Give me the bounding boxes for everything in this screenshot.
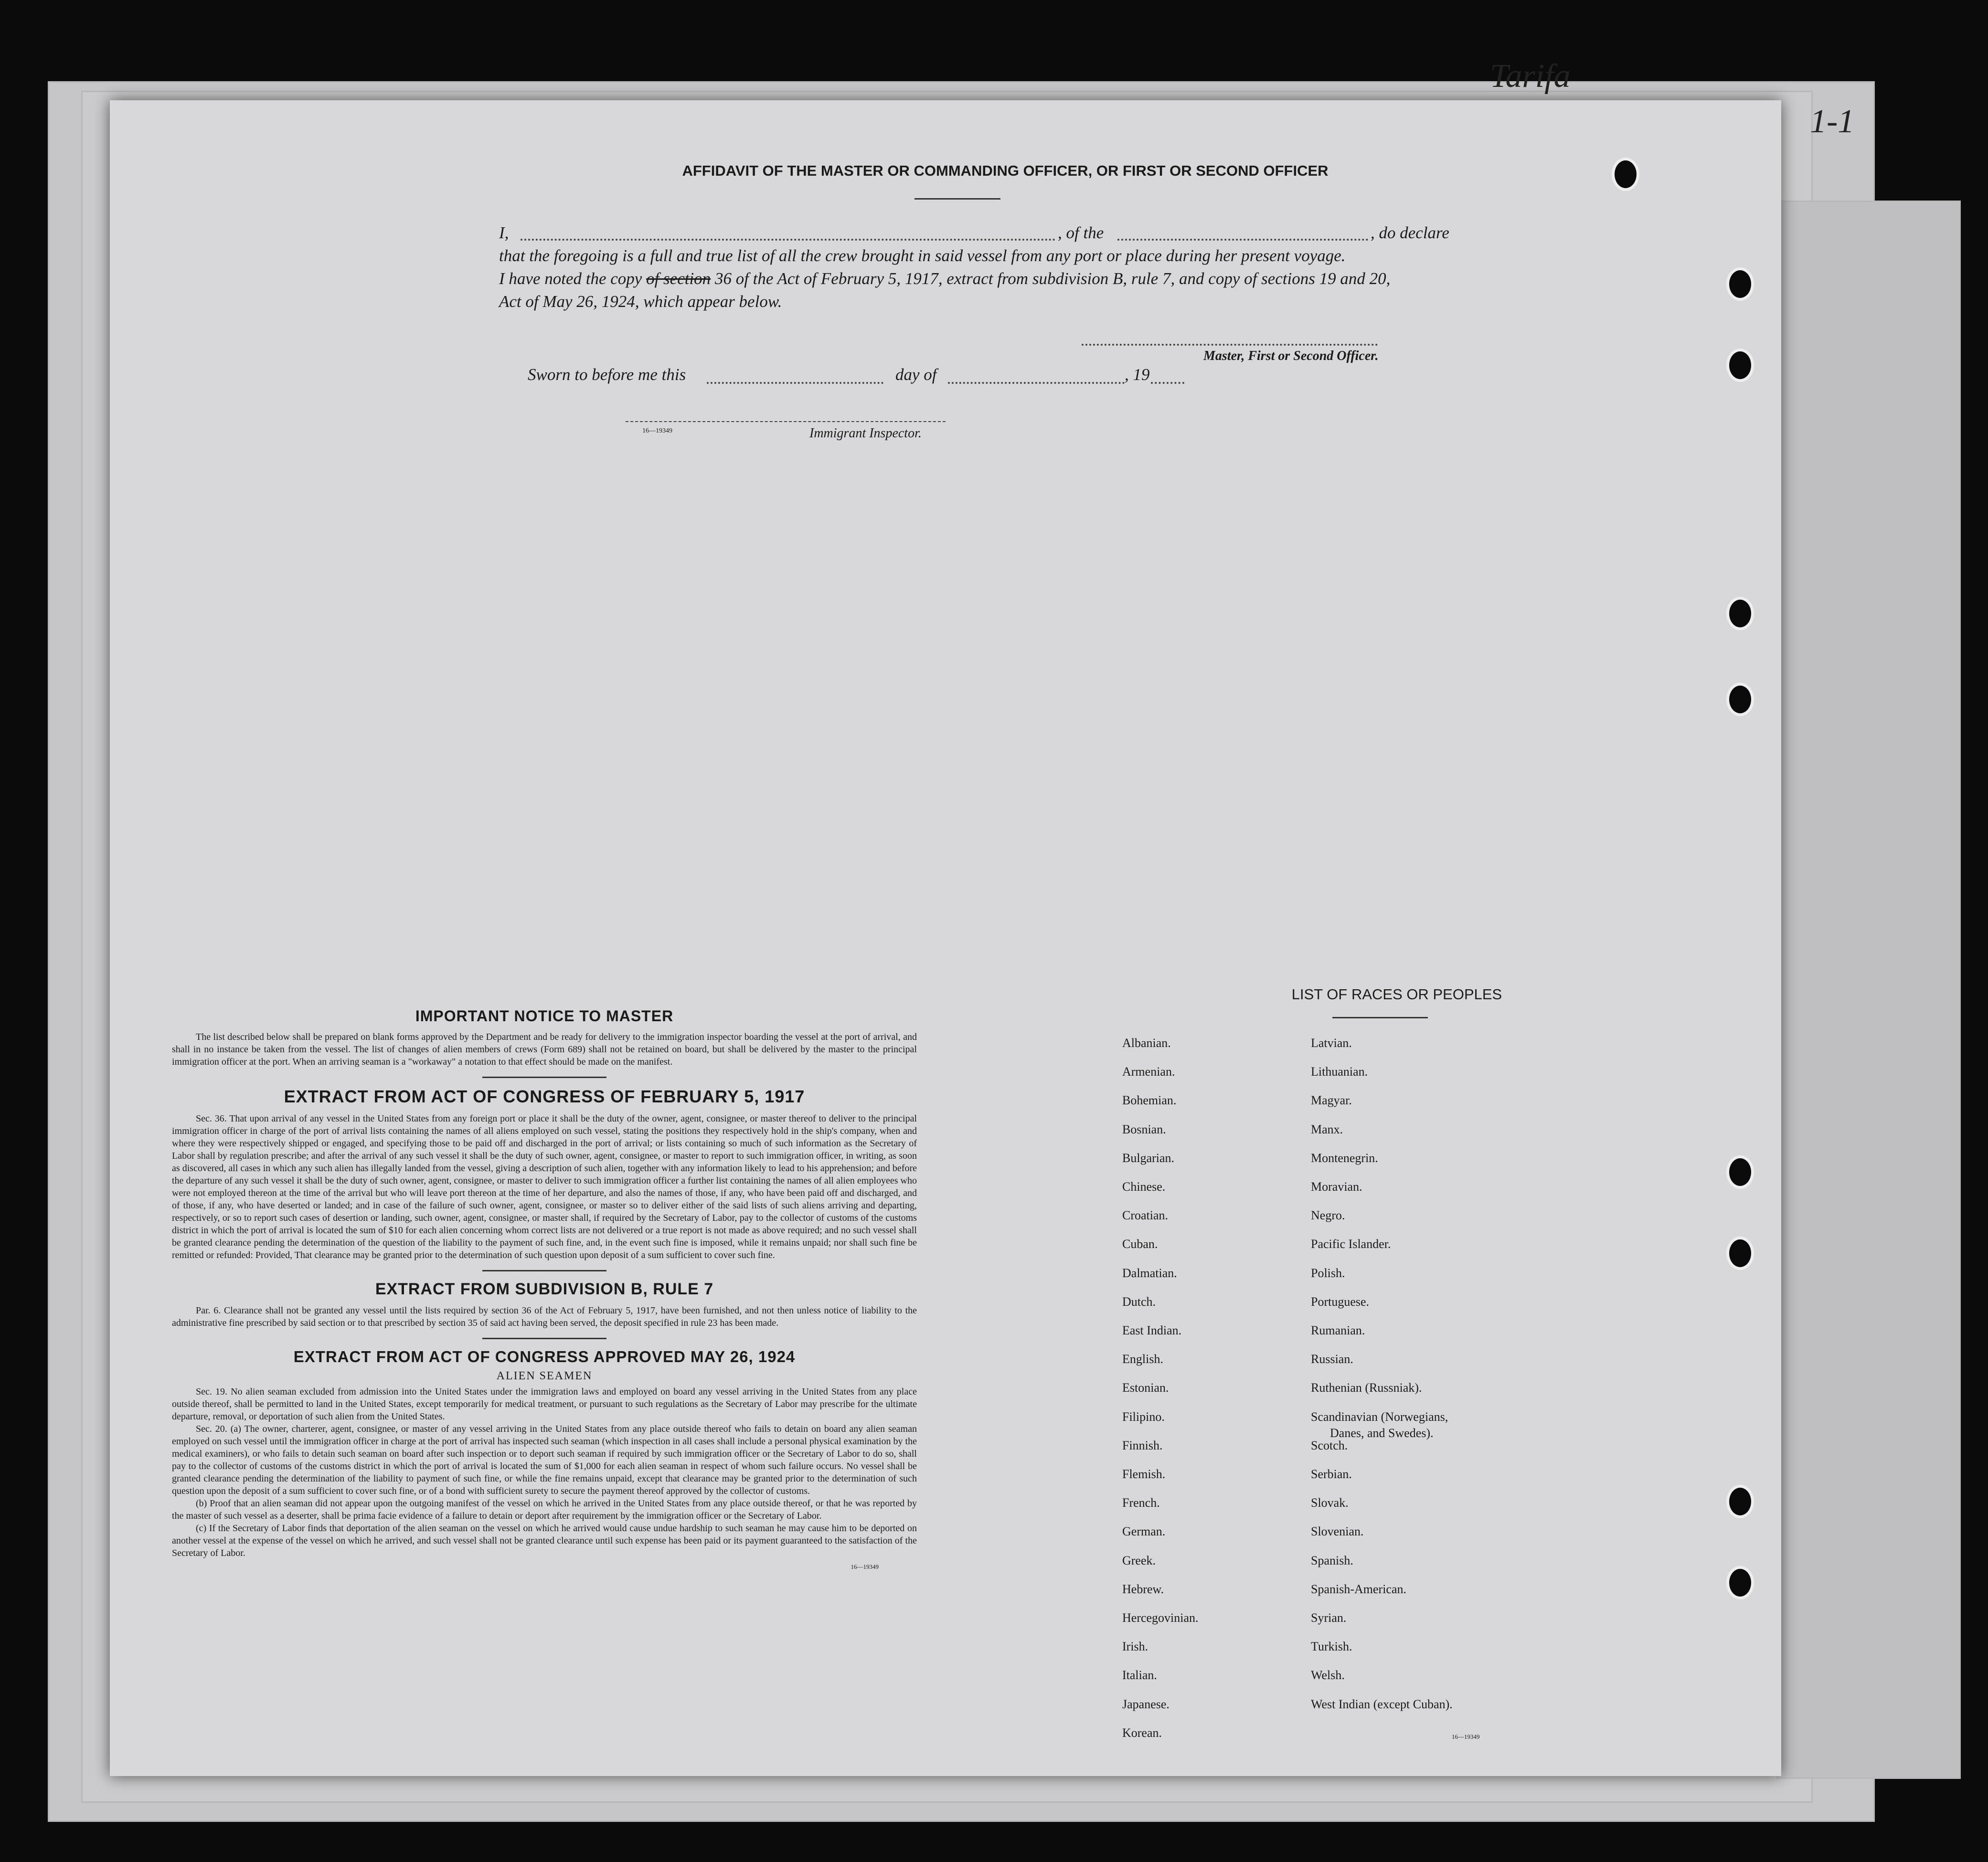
race-item: Polish. <box>1311 1266 1345 1280</box>
do-declare-label: , do declare <box>1371 223 1449 242</box>
subdivision-text: Par. 6. Clearance shall not be granted any vessel until the lists required by section 36 of the Act of February 5, 1917, have been furnished, and not then unless notice of liability to the administrative fine prescribed by said section or to that prescribed by section 35 of said act having been served, the deposit specified in rule 23 has been made. <box>172 1305 917 1328</box>
race-item: Dalmatian. <box>1122 1266 1177 1280</box>
race-item: Manx. <box>1311 1122 1343 1136</box>
master-label: Master, First or Second Officer. <box>1203 349 1379 363</box>
race-item: Italian. <box>1122 1668 1157 1682</box>
race-item: Lithuanian. <box>1311 1065 1368 1079</box>
race-item: Moravian. <box>1311 1180 1362 1194</box>
line3-a: I have noted the copy <box>499 269 647 288</box>
race-item: German. <box>1122 1524 1166 1539</box>
punch-hole <box>1726 1155 1754 1189</box>
race-item: Finnish. <box>1122 1438 1163 1452</box>
manifest-page <box>110 100 1781 1776</box>
sec-19-text: Sec. 19. No alien seaman excluded from admission into the United States under the immigration laws and employed on board any vessel arriving in the United States from any place outside thereof, shall be permitted to land in the United States, except temporarily for medical treatment, or pursuant to such regulations as the Secretary of Labor may prescribe for the ultimate departure, removal, or deportation of such alien from the United States. <box>172 1386 917 1422</box>
race-item: Spanish. <box>1311 1553 1353 1567</box>
month-blank[interactable] <box>948 382 1125 384</box>
race-item: Russian. <box>1311 1352 1353 1366</box>
handwritten-title: Tarifa <box>1490 58 1571 95</box>
race-item: Pacific Islander. <box>1311 1237 1391 1251</box>
punch-hole <box>1612 158 1639 191</box>
year-blank[interactable] <box>1151 382 1184 384</box>
race-item: Serbian. <box>1311 1467 1352 1481</box>
divider <box>482 1270 606 1271</box>
race-item: Syrian. <box>1311 1611 1347 1625</box>
of-the-label: , of the <box>1058 223 1104 242</box>
race-item: Spanish-American. <box>1311 1582 1407 1596</box>
divider <box>914 198 1000 200</box>
race-item: Filipino. <box>1122 1409 1165 1424</box>
form-number: 16—19349 <box>850 1563 879 1570</box>
affidavit-line-2: that the foregoing is a full and true list of all the crew brought in said vessel from any port or place during her present voyage. <box>499 246 1346 265</box>
divider <box>482 1338 606 1339</box>
race-item: Japanese. <box>1122 1697 1169 1711</box>
race-item: Irish. <box>1122 1640 1148 1654</box>
race-item: Cuban. <box>1122 1237 1158 1251</box>
race-item: French. <box>1122 1496 1160 1510</box>
race-item: Bulgarian. <box>1122 1151 1175 1165</box>
punch-hole <box>1726 597 1754 630</box>
extract-1917-title: EXTRACT FROM ACT OF CONGRESS OF FEBRUARY 5, 1917 <box>284 1087 805 1106</box>
alien-seamen-subtitle: ALIEN SEAMEN <box>496 1370 593 1382</box>
legal-column <box>172 1007 917 1571</box>
sec-20a-text: Sec. 20. (a) The owner, charterer, agent, consignee, or master of any vessel arriving in the United States from any place outside thereof who fails to detain on board any alien seaman employed on such vessel until the immigration officer in charge at the port of arrival has inspected such seaman (which inspection in all cases shall include a personal physical examination by the medical examiners), or who fails to detain such seaman on board after such inspection or to deport such seaman if required by such immigration officer or the Secretary of Labor to do so, shall pay to the collector of customs of the customs district in which the port of arrival is located the sum of $1,000 for each alien seaman in respect of whom such failure occurs. No vessel shall be granted clearance pending the determination of the liability to payment of such fine, or while the fine remains unpaid, except that clearance may be granted prior to the determination of such question upon the deposit of a sum sufficient to cover such fine, or of a bond with sufficient surety to secure the payment thereof approved by the collector of customs. <box>172 1424 917 1496</box>
race-item: Portuguese. <box>1311 1294 1370 1309</box>
extract-1924-title: EXTRACT FROM ACT OF CONGRESS APPROVED MAY 26, 1924 <box>293 1348 796 1365</box>
form-number: 16—19349 <box>642 427 672 434</box>
form-number: 16—19349 <box>1452 1733 1480 1740</box>
subdivision-title: EXTRACT FROM SUBDIVISION B, RULE 7 <box>375 1280 714 1298</box>
name-blank[interactable] <box>521 239 1055 241</box>
race-item: Hebrew. <box>1122 1582 1164 1596</box>
punch-hole <box>1726 1566 1754 1599</box>
race-item: East Indian. <box>1122 1323 1182 1337</box>
inspector-label: Immigrant Inspector. <box>809 426 922 441</box>
punch-hole <box>1726 349 1754 382</box>
vessel-blank[interactable] <box>1117 239 1368 241</box>
punch-hole <box>1726 683 1754 716</box>
race-item: Scotch. <box>1311 1438 1348 1452</box>
race-item: Flemish. <box>1122 1467 1166 1481</box>
race-item: Estonian. <box>1122 1381 1169 1395</box>
race-item: Welsh. <box>1311 1668 1345 1682</box>
sec-20b-text: (b) Proof that an alien seaman did not appear upon the outgoing manifest of the vessel on which he arrived in the United States from any place outside thereof, or that he was reported by the master of such vessel as a deserter, shall be prima facie evidence of a failure to detain or deport after requirement by the immigration officer or the Secretary of Labor. <box>172 1498 917 1521</box>
race-item: Bohemian. <box>1122 1093 1177 1108</box>
race-item: Slovak. <box>1311 1496 1349 1510</box>
back-sheet-3 <box>1776 201 1961 1779</box>
affidavit-line-4: Act of May 26, 1924, which appear below. <box>499 292 782 311</box>
race-item: Negro. <box>1311 1208 1345 1223</box>
line3-b: 36 of the Act of February 5, 1917, extract from subdivision B, rule 7, and copy of sections 19 and 20, <box>711 269 1391 288</box>
divider <box>482 1077 606 1078</box>
race-item: Latvian. <box>1311 1036 1352 1050</box>
extract-1917-text: Sec. 36. That upon arrival of any vessel in the United States from any foreign port or place it shall be the duty of the owner, agent, consignee, or master thereof to deliver to the principal immigration officer in charge of the port of arrival lists containing the names of all aliens employed on such vessel, stating the positions they respectively hold in the ship's company, when and where they were respectively shipped or engaged, and specifying those to be paid off and discharged in the port of arrival; or lists containing so much of such information as the Secretary of Labor shall by regulation prescribe; and after the arrival of any such vessel it shall be the duty of such owner, agent, consignee, or master to report to such immigration officer, in writing, as soon as discovered, all cases in which any such alien has illegally landed from the vessel, giving a description of such alien, together with any information likely to lead to his apprehension; and before the departure of any such vessel it shall be the duty of such owner, agent, consignee, or master to deliver to such immigration officer a further list containing the names of all alien employees who were not employed thereon at the time of the arrival but who will leave port thereon at the time of her departure, and also the names of those, if any, who have been paid off and discharged, and of those, if any, who have deserted or landed; and in case of the failure of such owner, agent, consignee, or master so to deliver either of the said lists of such aliens arriving and departing, respectively, or so to report such cases of desertion or landing, such owner, agent, consignee, or master shall, if required by the Secretary of Labor, pay to the collector of customs of the customs district in which the port of arrival is located the sum of $10 for each alien concerning whom correct lists are not delivered or a true report is not made as above required; and no such vessel shall be granted clearance pending the determination of the question of the liability to the payment of such fine, and, in the event such fine is imposed, while it remains unpaid; nor shall such fine be remitted or refunded: Provided, That clearance may be granted prior to the determination of such question upon deposit of a sum sufficient to cover such fine. <box>172 1113 917 1260</box>
race-item: Danes, and Swedes). <box>1330 1426 1434 1440</box>
divider <box>1332 1017 1428 1018</box>
notice-title: IMPORTANT NOTICE TO MASTER <box>415 1007 674 1025</box>
races-title: LIST OF RACES OR PEOPLES <box>1291 986 1502 1003</box>
race-item: Albanian. <box>1122 1036 1171 1050</box>
day-of-label: day of <box>895 365 937 384</box>
inspector-signature-line[interactable] <box>626 421 946 422</box>
race-item: Slovenian. <box>1311 1524 1364 1539</box>
race-item: Magyar. <box>1311 1093 1352 1108</box>
race-item: Bosnian. <box>1122 1122 1166 1136</box>
punch-hole <box>1726 1237 1754 1270</box>
affidavit-line-3 <box>499 269 1390 288</box>
notice-text: The list described below shall be prepared on blank forms approved by the Department and be ready for delivery to the immigration inspector boarding the vessel at the port of arrival, and shall in no instance be taken from the vessel. The list of changes of alien members of crews (Form 689) shall not be retained on board, but shall be delivered by the master to the principal immigration officer at the port. When an arriving seaman is a "workaway" a notation to that effect should be made on the manifest. <box>172 1032 917 1067</box>
race-item: Dutch. <box>1122 1294 1156 1309</box>
race-item: Armenian. <box>1122 1065 1175 1079</box>
master-signature-line[interactable] <box>1082 344 1378 346</box>
year-label: , 19 <box>1125 365 1150 384</box>
punch-hole <box>1726 1485 1754 1518</box>
race-item: West Indian (except Cuban). <box>1311 1697 1453 1711</box>
i-label: I, <box>499 223 509 242</box>
race-item: Turkish. <box>1311 1640 1352 1654</box>
race-item: Hercegovinian. <box>1122 1611 1199 1625</box>
struck-text: of section <box>646 269 711 288</box>
race-item: Croatian. <box>1122 1208 1169 1223</box>
race-item: English. <box>1122 1352 1163 1366</box>
race-item: Ruthenian (Russniak). <box>1311 1381 1422 1395</box>
sec-20c-text: (c) If the Secretary of Labor finds that deportation of the alien seaman on the vessel on which he arrived would cause undue hardship to such seaman he may cause him to be deported on another vessel at the expense of the vessel on which he arrived, and such vessel shall not be granted clearance until such expense has been paid or its payment guaranteed to the satisfaction of the Secretary of Labor. <box>172 1523 917 1558</box>
punch-hole <box>1726 267 1754 301</box>
race-item: Chinese. <box>1122 1180 1166 1194</box>
race-item: Montenegrin. <box>1311 1151 1378 1165</box>
race-item: Korean. <box>1122 1725 1162 1740</box>
corner-note: 1-1 <box>1810 103 1855 140</box>
race-item: Greek. <box>1122 1553 1156 1567</box>
race-item: Scandinavian (Norwegians, <box>1311 1409 1448 1424</box>
race-item: Rumanian. <box>1311 1323 1365 1337</box>
day-blank[interactable] <box>707 382 883 384</box>
affidavit-title: AFFIDAVIT OF THE MASTER OR COMMANDING OFFICER, OR FIRST OR SECOND OFFICER <box>682 162 1329 179</box>
sworn-label: Sworn to before me this <box>528 365 686 384</box>
